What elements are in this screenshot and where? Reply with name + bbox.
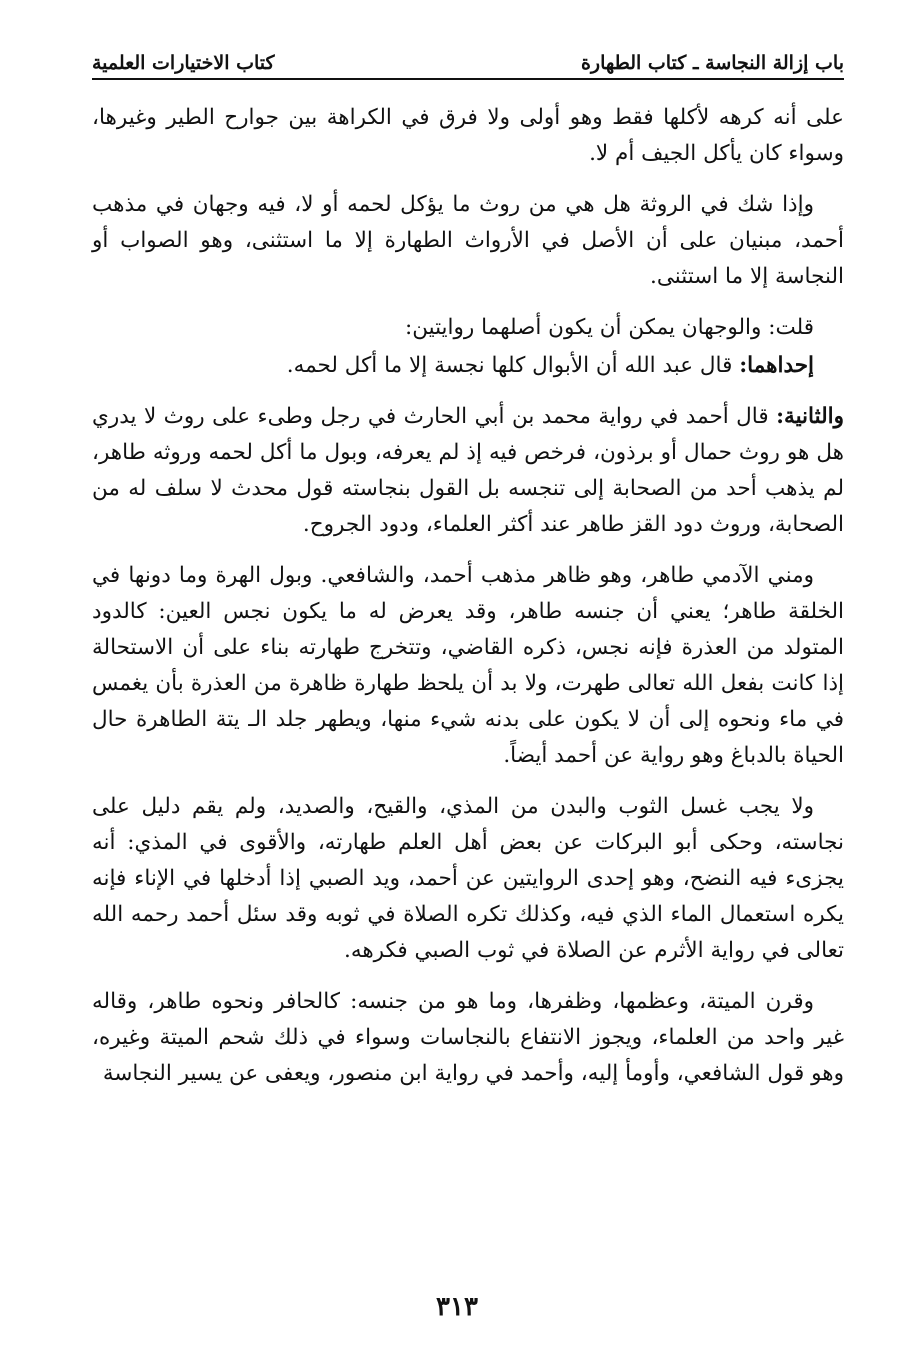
running-header [92, 38, 844, 80]
page-number: ٣١٣ [436, 1292, 478, 1322]
paragraph-7: ولا يجب غسل الثوب والبدن من المذي، والقيح، والصديد، ولم يقم دليل على نجاسته، وحكى أبو البركات عن بعض أهل العلم طهارته، والأقوى في المذي: أنه يجزىء فيه النضح، وهو إحدى الروايتين عن أحمد، ويد الصبي إذا أدخلها في الإناء فإنه يكره استعمال الماء الذي فيه، وكذلك تكره الصلاة في ثوبه وقد سئل أحمد رحمه الله تعالى في رواية الأثرم عن الصلاة في ثوب الصبي فكرهه. [92, 794, 844, 963]
header-book-title: كتاب الاختيارات العلمية [92, 52, 275, 74]
header-chapter-title: باب إزالة النجاسة ـ كتاب الطهارة [580, 52, 844, 74]
main-text [92, 100, 844, 1107]
paragraph-3: قلت: والوجهان يمكن أن يكون أصلهما روايتين: [404, 315, 814, 340]
paragraph-1: على أنه كرهه لأكلها فقط وهو أولى ولا فرق في الكراهة بين جوارح الطير وغيرها، وسواء كان يأكل الجيف أم لا. [92, 105, 844, 166]
paragraph-2: وإذا شك في الروثة هل هي من روث ما يؤكل لحمه أو لا، فيه وجهان في مذهب أحمد، مبنيان على أن الأصل في الأرواث الطهارة إلا ما استثنى، وهو الصواب أو النجاسة إلا ما استثنى. [92, 192, 844, 289]
paragraph-4: إحداهما: قال عبد الله أن الأبوال كلها نجسة إلا ما أكل لحمه. [286, 353, 814, 378]
paragraph-5: والثانية: قال أحمد في رواية محمد بن أبي الحارث في رجل وطىء على روث لا يدري هل هو روث حمال أو برذون، فرخص فيه إذ لم يعرفه، وبول ما أكل لحمه وروثه طاهر، لم يذهب أحد من الصحابة إلى تنجسه بل القول بنجاسته قول محدث لا سلف له من الصحابة، وروث دود القز طاهر عند أكثر العلماء، ودود الجروح. [92, 404, 844, 537]
paragraph-6: ومني الآدمي طاهر، وهو ظاهر مذهب أحمد، والشافعي. وبول الهرة وما دونها في الخلقة طاهر؛ يعني أن جنسه طاهر، وقد يعرض له ما يكون نجس العين: كالدود المتولد من العذرة فإنه نجس، ذكره القاضي، وتتخرج طهارته بناء على أن الاستحالة إذا كانت بفعل الله تعالى طهرت، ولا بد أن يلحظ طهارة ظاهرة من العذرة بأن يغمس في ماء ونحوه إلى أن لا يكون على بدنه شيء منها، ويطهر جلد الـ يتة الطاهرة حال الحياة بالدباغ وهو رواية عن أحمد أيضاً. [92, 563, 844, 768]
paragraph-8: وقرن الميتة، وعظمها، وظفرها، وما هو من جنسه: كالحافر ونحوه طاهر، وقاله غير واحد من العلماء، ويجوز الانتفاع بالنجاسات وسواء في ذلك شحم الميتة وغيره، وهو قول الشافعي، وأومأ إليه، وأحمد في رواية ابن منصور، ويعفى عن يسير النجاسة [92, 989, 844, 1086]
